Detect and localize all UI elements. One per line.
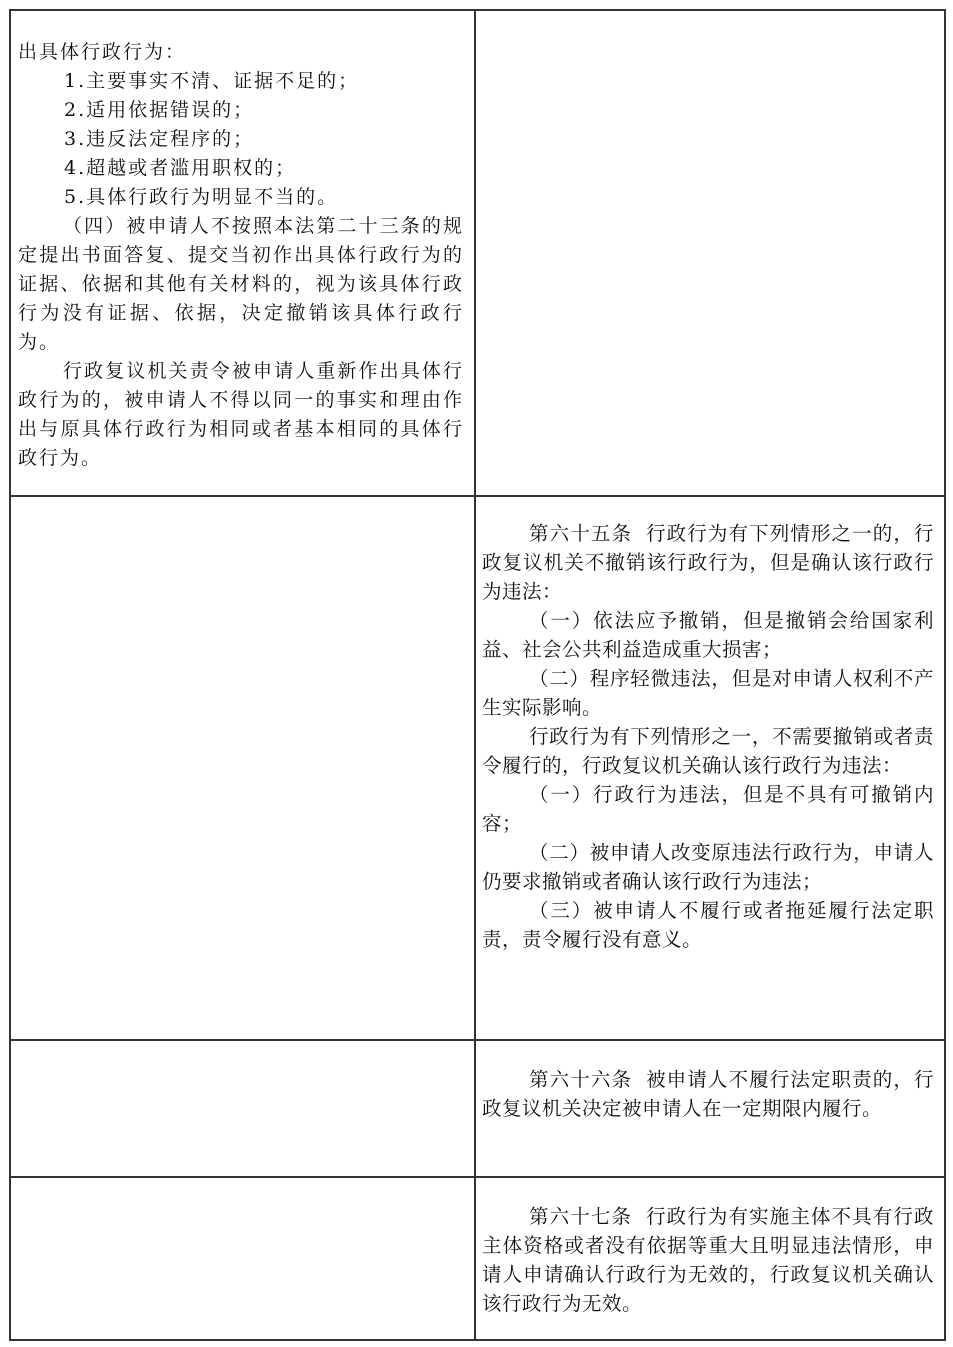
article-67-text	[482, 1202, 934, 1318]
old-law-cell	[10, 10, 475, 496]
article-65-item-3: （一）行政行为违法，但是不具有可撤销内容；	[482, 783, 934, 835]
old-law-text	[11, 11, 474, 473]
article-65-item-4: （二）被申请人改变原违法行政行为，申请人仍要求撤销或者确认该行政行为违法；	[482, 841, 934, 893]
table-row	[10, 496, 945, 1040]
article-67-cell	[475, 1177, 945, 1340]
article-67	[476, 1178, 944, 1318]
old-item-1: 1.主要事实不清、证据不足的；	[64, 70, 360, 92]
article-65-title: 第六十五条	[529, 522, 633, 545]
article-65-intro	[482, 519, 934, 606]
old-law-cell-empty	[10, 1177, 475, 1340]
table-row	[10, 1177, 945, 1340]
article-65-intro-text: 行政行为有下列情形之一的，行政复议机关不撤销该行政行为，但是确认该行政行为违法：	[482, 522, 934, 603]
old-line-1: 出具体行政行为：	[18, 41, 187, 63]
article-67-title: 第六十七条	[529, 1205, 633, 1228]
article-66-text	[482, 1065, 934, 1123]
article-66-cell	[475, 1040, 945, 1177]
old-paragraph-5: 行政复议机关责令被申请人重新作出具体行政行为的，被申请人不得以同一的事实和理由作出与原具体行政行为相同或者基本相同的具体行政行为。	[18, 360, 464, 469]
article-65-cell	[475, 496, 945, 1040]
article-66-title: 第六十六条	[529, 1068, 633, 1091]
article-66	[476, 1041, 944, 1123]
table-row	[10, 10, 945, 496]
old-paragraph-4: （四）被申请人不按照本法第二十三条的规定提出书面答复、提交当初作出具体行政行为的证据、依据和其他有关材料的，视为该具体行政行为没有证据、依据，决定撤销该具体行政行为。	[18, 215, 464, 353]
table-row	[10, 1040, 945, 1177]
old-item-2: 2.适用依据错误的；	[64, 99, 255, 121]
article-65-item-2: （二）程序轻微违法，但是对申请人权利不产生实际影响。	[482, 667, 934, 719]
article-65-item-1: （一）依法应予撤销，但是撤销会给国家利益、社会公共利益造成重大损害；	[482, 609, 934, 661]
old-item-4: 4.超越或者滥用职权的；	[64, 157, 297, 179]
comparison-table	[9, 9, 946, 1341]
article-65-paragraph-2: 行政行为有下列情形之一，不需要撤销或者责令履行的，行政复议机关确认该行政行为违法：	[482, 725, 934, 777]
old-law-cell-empty	[10, 1040, 475, 1177]
old-law-cell-empty	[10, 496, 475, 1040]
article-65	[476, 497, 944, 954]
old-item-5: 5.具体行政行为明显不当的。	[64, 186, 339, 208]
article-66-body: 被申请人不履行法定职责的，行政复议机关决定被申请人在一定期限内履行。	[482, 1068, 934, 1120]
old-item-3: 3.违反法定程序的；	[64, 128, 255, 150]
article-65-item-5: （三）被申请人不履行或者拖延履行法定职责，责令履行没有意义。	[482, 899, 934, 951]
new-law-cell-empty	[475, 10, 945, 496]
article-67-body: 行政行为有实施主体不具有行政主体资格或者没有依据等重大且明显违法情形，申请人申请确认行政行为无效的，行政复议机关确认该行政行为无效。	[482, 1205, 934, 1315]
